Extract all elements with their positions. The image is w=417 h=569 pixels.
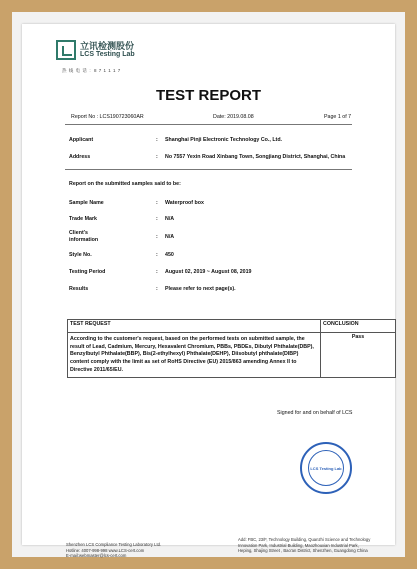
submitted-intro: Report on the submitted samples said to be: [69,181,181,187]
address-value: No 7557 Yexin Road Xinbang Town, Songjiang District, Shanghai, China [165,154,346,160]
footer-email: E-mail:webmaster@lcs-cert.com [66,553,127,559]
trade-mark-colon: : [156,216,158,222]
sample-name-label: Sample Name [69,200,104,206]
testing-period-value: August 02, 2019 ~ August 08, 2019 [165,269,252,275]
lcs-seal-icon [300,442,352,494]
report-number: Report No : LCS190723060AR [71,114,144,120]
results-colon: : [156,286,158,292]
footer-company: Shenzhen LCS Compliance Testing Laboratory Ltd. [66,542,162,547]
page-indicator: Page 1 of 7 [324,114,352,120]
logo-chinese: 立讯检测股份 [80,41,135,51]
address-colon: : [156,154,158,160]
style-label: Style No. [69,252,92,258]
logo-hotline: 热 线 电 话 ：8 7 1 1 1 7 [62,68,121,73]
document-page [22,24,395,559]
seal-text: LCS Testing Lab [308,450,344,486]
conclusion-header: CONCLUSION [321,320,396,333]
logo-english: LCS Testing Lab [80,51,135,58]
applicant-value: Shanghai Pinji Electronic Technology Co., Ltd. [165,137,283,143]
trade-mark-value: N/A [165,216,175,222]
document-title: TEST REPORT [155,87,261,104]
conclusion-value: Pass [321,333,396,378]
report-date: Date: 2019.08.08 [213,114,254,120]
address-label: Address [69,154,91,160]
middle-divider [65,169,352,170]
sample-name-value: Waterproof box [165,200,204,206]
results-label: Results [69,286,89,292]
top-divider [65,124,352,125]
applicant-label: Applicant [69,137,94,143]
client-label-line2: information [69,237,99,243]
test-request-description: According to the customer's request, based on the performed tests on submitted sample, the result of Lead, Cadmium, Mercury, Hexavalent Chromium, PBBs, PBDEs, Dibutyl Phthalate(DBP), Benzylbutyl Phthalate(BBP), Bis(2-ethylhexyl) Phthalate(DEHP), Diisobutyl phthalate(DIBP) content comply with the limit as set of RoHS Directive (EU) 2015/863 amending Annex II to Directive 2011/65/EU. [68,333,321,378]
trade-mark-label: Trade Mark [69,216,97,222]
testing-period-colon: : [156,269,158,275]
client-value: N/A [165,234,175,240]
footer-left [66,542,216,559]
test-request-header: TEST REQUEST [68,320,321,333]
signature-line: Signed for and on behalf of LCS [277,410,353,416]
style-value: 450 [165,252,174,258]
lcs-logo-icon [56,40,76,60]
applicant-colon: : [156,137,158,143]
results-value: Please refer to next page(s). [165,286,236,292]
testing-period-label: Testing Period [69,269,106,275]
test-request-table [67,319,396,378]
sample-name-colon: : [156,200,158,206]
footer-address-1: Add: FBC, 23/F, Technology Building, Quanzhi Science and Technology [238,537,371,542]
table-header-row [68,320,396,333]
style-colon: : [156,252,158,258]
footer-hotline: Hotline: 4007-998-998 www.LCS-cert.com [66,547,145,553]
client-colon: : [156,234,158,240]
table-row [68,333,396,378]
client-label: Client's [69,230,88,236]
footer-right [238,537,408,554]
footer-address-2: Innovation Park, Industrial Building, Maozhouxian Industrial Park, [238,542,359,548]
footer-address-3: Heping, Shajing Street , Bao'an District, Shenzhen, Guangdong China [238,548,368,554]
